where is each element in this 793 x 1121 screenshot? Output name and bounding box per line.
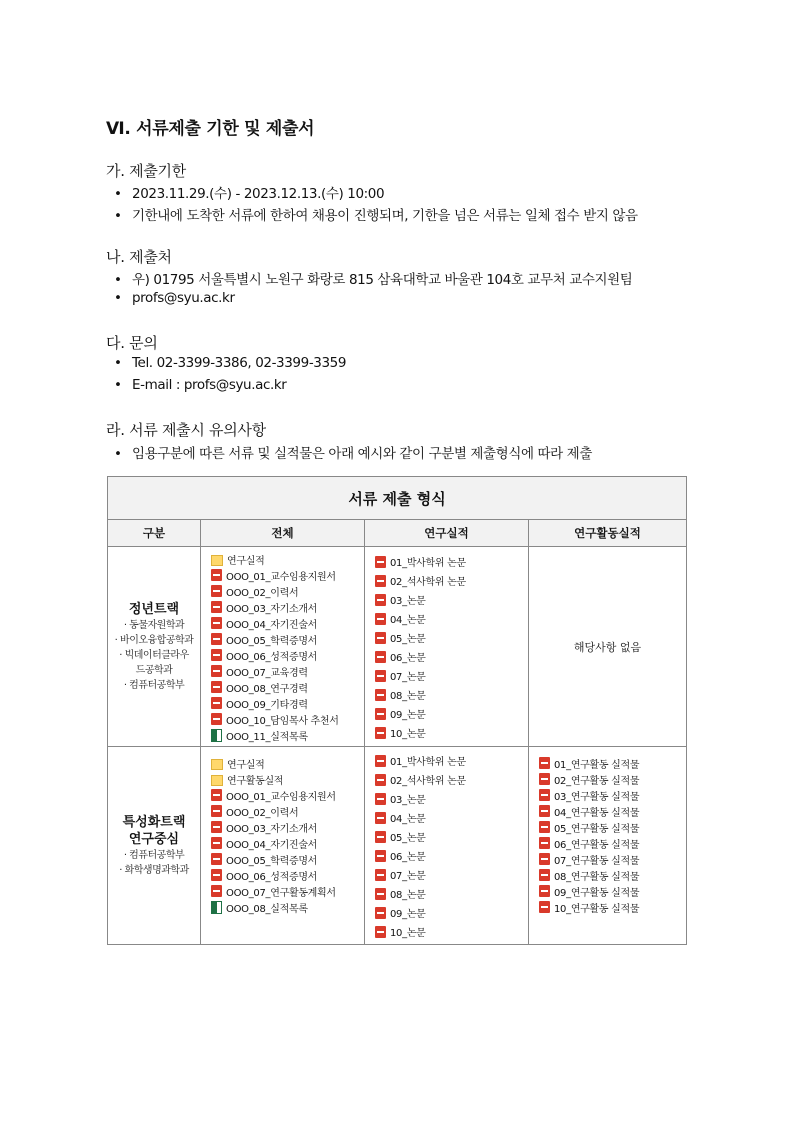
file-item [375, 628, 528, 647]
pdf-file-icon [375, 926, 386, 938]
department-label: · 컴퓨터공학부 [123, 849, 185, 861]
pdf-file-icon [539, 901, 550, 913]
file-name: 05_연구활동 실적물 [554, 823, 640, 835]
file-item [211, 899, 364, 915]
submit-to-item: • 우) 01795 서울특별시 노원구 화랑로 815 삼육대학교 바울관 104호 교무처 교수지원팀 [114, 272, 633, 288]
pdf-file-icon [375, 850, 386, 862]
file-name: 09_연구활동 실적물 [554, 887, 640, 899]
file-item [375, 789, 528, 808]
file-name: OOO_10_담임목사 추천서 [226, 715, 339, 727]
pdf-file-icon [211, 789, 222, 801]
bullet: • [114, 290, 122, 306]
file-name: 07_연구활동 실적물 [554, 855, 640, 867]
no-applicable-note: 해당사항 없음 [529, 547, 687, 747]
pdf-file-icon [211, 585, 222, 597]
pdf-file-icon [375, 670, 386, 682]
pdf-file-icon [211, 601, 222, 613]
file-item [539, 787, 686, 803]
pdf-file-icon [375, 632, 386, 644]
excel-file-icon [211, 729, 222, 742]
pdf-file-icon [211, 837, 222, 849]
contact-heading: 다. 문의 [106, 334, 158, 352]
department-label: · 바이오융합공학과 [114, 634, 194, 646]
bullet: • [114, 208, 122, 224]
file-item [211, 883, 364, 899]
file-item [539, 867, 686, 883]
bullet: • [114, 446, 122, 462]
pdf-file-icon [375, 869, 386, 881]
pdf-file-icon [211, 885, 222, 897]
column-header: 구분 [108, 520, 201, 547]
file-name: OOO_03_자기소개서 [226, 823, 318, 835]
file-name: OOO_04_자기진술서 [226, 619, 318, 631]
file-name: OOO_02_이력서 [226, 807, 299, 819]
file-item [211, 679, 364, 695]
file-item [211, 819, 364, 835]
pdf-file-icon [375, 812, 386, 824]
file-item [375, 590, 528, 609]
folder-icon [211, 775, 223, 786]
file-name: 06_연구활동 실적물 [554, 839, 640, 851]
pdf-file-icon [375, 727, 386, 739]
file-item [375, 609, 528, 628]
category-cell [108, 547, 201, 747]
file-name: 09_논문 [390, 909, 426, 920]
notes-heading: 라. 서류 제출시 유의사항 [106, 421, 266, 439]
file-item [375, 865, 528, 884]
file-name: 연구실적 [227, 759, 265, 771]
file-item [539, 899, 686, 915]
file-name: OOO_05_학력증명서 [226, 855, 318, 867]
contact-item: • Tel. 02-3399-3386, 02-3399-3359 [114, 355, 347, 371]
file-name: OOO_07_연구활동계획서 [226, 887, 336, 899]
file-name: OOO_03_자기소개서 [226, 603, 318, 615]
file-item [375, 647, 528, 666]
column-header: 연구활동실적 [529, 520, 687, 547]
file-item [375, 884, 528, 903]
file-item [375, 552, 528, 571]
bullet: • [114, 355, 122, 371]
file-item [539, 819, 686, 835]
pdf-file-icon [211, 569, 222, 581]
department-label: · 컴퓨터공학부 [123, 679, 185, 691]
file-name: 08_논문 [390, 890, 426, 901]
file-item [211, 567, 364, 583]
file-item [211, 599, 364, 615]
file-item [375, 827, 528, 846]
file-item [211, 787, 364, 803]
file-item [375, 770, 528, 789]
file-name: 02_석사학위 논문 [390, 776, 466, 787]
file-name: 10_연구활동 실적물 [554, 903, 640, 915]
file-item [211, 803, 364, 819]
department-label: · 빅데이터클라우 [119, 649, 189, 661]
pdf-file-icon [211, 697, 222, 709]
file-name: 07_논문 [390, 871, 426, 882]
file-item [375, 666, 528, 685]
category-title: 정년트랙 [128, 601, 180, 617]
file-name: 04_논문 [390, 814, 426, 825]
file-name: OOO_05_학력증명서 [226, 635, 318, 647]
file-name: 06_논문 [390, 653, 426, 664]
file-name: 연구실적 [227, 555, 265, 567]
file-item [211, 647, 364, 663]
file-name: OOO_06_성적증명서 [226, 651, 318, 663]
file-name: 02_석사학위 논문 [390, 577, 466, 588]
file-item [211, 663, 364, 679]
bullet: • [114, 272, 122, 288]
file-name: OOO_07_교육경력 [226, 667, 308, 679]
pdf-file-icon [539, 885, 550, 897]
file-name: 09_논문 [390, 710, 426, 721]
pdf-file-icon [375, 708, 386, 720]
pdf-file-icon [375, 556, 386, 568]
pdf-file-icon [211, 649, 222, 661]
pdf-file-icon [375, 888, 386, 900]
file-name: 07_논문 [390, 672, 426, 683]
file-name: 10_논문 [390, 729, 426, 740]
table-caption: 서류 제출 형식 [108, 477, 687, 520]
file-name: OOO_06_성적증명서 [226, 871, 318, 883]
file-name: 02_연구활동 실적물 [554, 775, 640, 787]
pdf-file-icon [539, 869, 550, 881]
category-cell [108, 747, 201, 945]
file-name: 05_논문 [390, 634, 426, 645]
department-label: · 동물자원학과 [123, 619, 185, 631]
file-name: 03_연구활동 실적물 [554, 791, 640, 803]
department-label: · 화학생명과학과 [119, 864, 189, 876]
pdf-file-icon [211, 665, 222, 677]
pdf-file-icon [211, 805, 222, 817]
column-header: 연구실적 [365, 520, 529, 547]
deadline-heading: 가. 제출기한 [106, 162, 186, 180]
pdf-file-icon [211, 713, 222, 725]
file-item [539, 835, 686, 851]
pdf-file-icon [539, 821, 550, 833]
file-item [375, 751, 528, 770]
pdf-file-icon [375, 613, 386, 625]
file-name: 08_논문 [390, 691, 426, 702]
file-name: OOO_04_자기진술서 [226, 839, 318, 851]
file-item [539, 851, 686, 867]
file-name: OOO_11_실적목록 [226, 731, 308, 743]
file-name: OOO_09_기타경력 [226, 699, 308, 711]
file-item [211, 755, 364, 771]
section-title: Ⅵ. 서류제출 기한 및 제출서 [106, 119, 315, 139]
pdf-file-icon [539, 757, 550, 769]
file-name: 03_논문 [390, 795, 426, 806]
file-item [539, 803, 686, 819]
file-item [375, 571, 528, 590]
pdf-file-icon [211, 681, 222, 693]
pdf-file-icon [539, 837, 550, 849]
pdf-file-icon [539, 853, 550, 865]
file-item [211, 771, 364, 787]
pdf-file-icon [375, 575, 386, 587]
pdf-file-icon [375, 907, 386, 919]
file-name: 08_연구활동 실적물 [554, 871, 640, 883]
file-item [211, 631, 364, 647]
pdf-file-icon [539, 773, 550, 785]
pdf-file-icon [375, 831, 386, 843]
pdf-file-icon [375, 594, 386, 606]
file-item [211, 615, 364, 631]
file-name: 10_논문 [390, 928, 426, 939]
file-item [211, 583, 364, 599]
folder-icon [211, 759, 223, 770]
notes-item: • 임용구분에 따른 서류 및 실적물은 아래 예시와 같이 구분별 제출형식에 따라 제출 [114, 446, 592, 462]
file-item [211, 851, 364, 867]
pdf-file-icon [375, 755, 386, 767]
file-name: 01_박사학위 논문 [390, 558, 466, 569]
pdf-file-icon [375, 689, 386, 701]
department-label: 드공학과 [135, 664, 173, 676]
table-row [108, 547, 687, 747]
file-item [211, 727, 364, 743]
pdf-file-icon [375, 793, 386, 805]
pdf-file-icon [211, 853, 222, 865]
file-name: OOO_02_이력서 [226, 587, 299, 599]
file-item [211, 835, 364, 851]
file-name: 01_박사학위 논문 [390, 757, 466, 768]
file-name: OOO_08_연구경력 [226, 683, 308, 695]
pdf-file-icon [375, 651, 386, 663]
table-row [108, 747, 687, 945]
pdf-file-icon [211, 821, 222, 833]
file-name: OOO_01_교수임용지원서 [226, 571, 336, 583]
file-name: OOO_08_실적목록 [226, 903, 308, 915]
file-item [539, 771, 686, 787]
pdf-file-icon [375, 774, 386, 786]
deadline-item: • 2023.11.29.(수) - 2023.12.13.(수) 10:00 [114, 186, 385, 202]
file-name: 04_연구활동 실적물 [554, 807, 640, 819]
submit-to-item: • profs@syu.ac.kr [114, 290, 235, 306]
bullet: • [114, 377, 122, 393]
submission-format-table [107, 476, 687, 945]
pdf-file-icon [539, 789, 550, 801]
file-item [375, 846, 528, 865]
pdf-file-icon [211, 617, 222, 629]
file-item [375, 922, 528, 941]
file-name: 06_논문 [390, 852, 426, 863]
file-item [375, 723, 528, 742]
file-item [539, 883, 686, 899]
file-item [211, 551, 364, 567]
file-name: 연구활동실적 [227, 775, 284, 787]
file-name: 01_연구활동 실적물 [554, 759, 640, 771]
pdf-file-icon [211, 869, 222, 881]
file-item [375, 808, 528, 827]
file-name: 05_논문 [390, 833, 426, 844]
column-header: 전체 [201, 520, 365, 547]
excel-file-icon [211, 901, 222, 914]
bullet: • [114, 186, 122, 202]
category-title: 특성화트랙 연구중심 [122, 814, 186, 847]
file-item [211, 711, 364, 727]
file-item [539, 755, 686, 771]
file-item [375, 903, 528, 922]
pdf-file-icon [211, 633, 222, 645]
file-name: OOO_01_교수임용지원서 [226, 791, 336, 803]
contact-item: • E-mail : profs@syu.ac.kr [114, 377, 287, 393]
file-name: 03_논문 [390, 596, 426, 607]
file-name: 04_논문 [390, 615, 426, 626]
file-item [375, 685, 528, 704]
file-item [211, 695, 364, 711]
deadline-item: • 기한내에 도착한 서류에 한하여 채용이 진행되며, 기한을 넘은 서류는 일체 접수 받지 않음 [114, 208, 638, 224]
folder-icon [211, 555, 223, 566]
file-item [375, 704, 528, 723]
submit-to-heading: 나. 제출처 [106, 248, 172, 266]
file-item [211, 867, 364, 883]
pdf-file-icon [539, 805, 550, 817]
